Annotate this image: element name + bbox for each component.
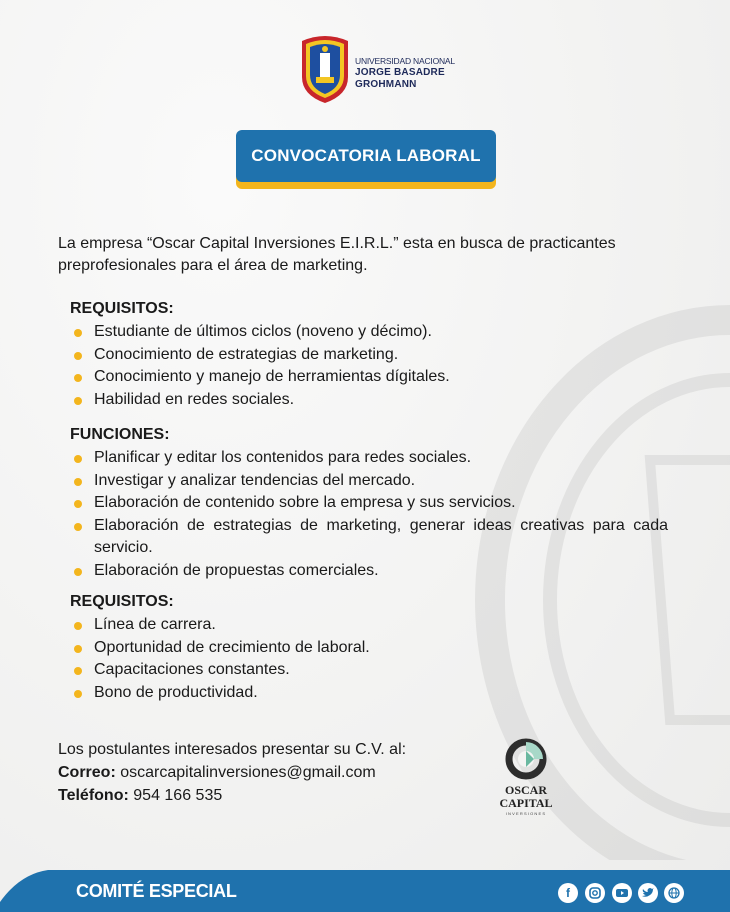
list-item: Conocimiento y manejo de herramientas dígitales. (72, 366, 668, 389)
list-item: Estudiante de últimos ciclos (noveno y décimo). (72, 321, 668, 344)
email-link[interactable]: oscarcapitalinversiones@gmail.com (120, 764, 376, 781)
section-title-funciones: FUNCIONES: (70, 426, 170, 443)
globe-icon[interactable] (664, 883, 684, 903)
intro-paragraph: La empresa “Oscar Capital Inversiones E.I.R.L.” esta en busca de practicantes preprofesionales para el área de marketing. (58, 235, 616, 274)
contact-intro: Los postulantes interesados presentar su C.V. al: (58, 741, 407, 758)
section-title-beneficios: REQUISITOS: (70, 593, 174, 610)
university-name-line2: JORGE BASADRE (355, 67, 445, 78)
list-item: Investigar y analizar tendencias del mercado. (72, 470, 668, 493)
company-logo-line1: OSCAR (504, 783, 547, 797)
footer-label: COMITÉ ESPECIAL (76, 881, 237, 901)
company-logo-sub: INVERSIONES (505, 811, 547, 816)
list-item: Bono de productividad. (72, 682, 668, 705)
university-name-line3: GROHMANN (355, 79, 417, 90)
requisitos-list (72, 321, 668, 411)
list-item: Conocimiento de estrategias de marketing. (72, 344, 668, 367)
list-item: Elaboración de estrategias de marketing, generar ideas creativas para cada servicio. (72, 515, 668, 560)
youtube-icon[interactable] (612, 883, 632, 903)
university-name-line1: UNIVERSIDAD NACIONAL (355, 56, 455, 66)
oscar-capital-mark-icon (505, 738, 547, 780)
phone-number[interactable]: 954 166 535 (133, 787, 223, 804)
page-title: CONVOCATORIA LABORAL (236, 130, 496, 182)
list-item: Planificar y editar los contenidos para redes sociales. (72, 447, 668, 470)
company-logo-line2: CAPITAL (499, 796, 553, 810)
beneficios-list (72, 614, 668, 704)
list-item: Habilidad en redes sociales. (72, 389, 668, 412)
email-label: Correo: (58, 764, 116, 781)
list-item: Oportunidad de crecimiento de laboral. (72, 637, 668, 660)
university-seal-icon (296, 33, 354, 105)
list-item: Línea de carrera. (72, 614, 668, 637)
contact-block (58, 738, 406, 807)
list-item: Capacitaciones constantes. (72, 659, 668, 682)
funciones-list (72, 447, 668, 582)
company-logo (492, 738, 560, 818)
instagram-icon[interactable] (585, 883, 605, 903)
phone-label: Teléfono: (58, 787, 129, 804)
section-title-requisitos: REQUISITOS: (70, 300, 174, 317)
twitter-icon[interactable] (638, 883, 658, 903)
list-item: Elaboración de propuestas comerciales. (72, 560, 668, 583)
list-item: Elaboración de contenido sobre la empresa y sus servicios. (72, 492, 668, 515)
university-logo (296, 33, 456, 105)
facebook-icon[interactable]: f (558, 883, 578, 903)
